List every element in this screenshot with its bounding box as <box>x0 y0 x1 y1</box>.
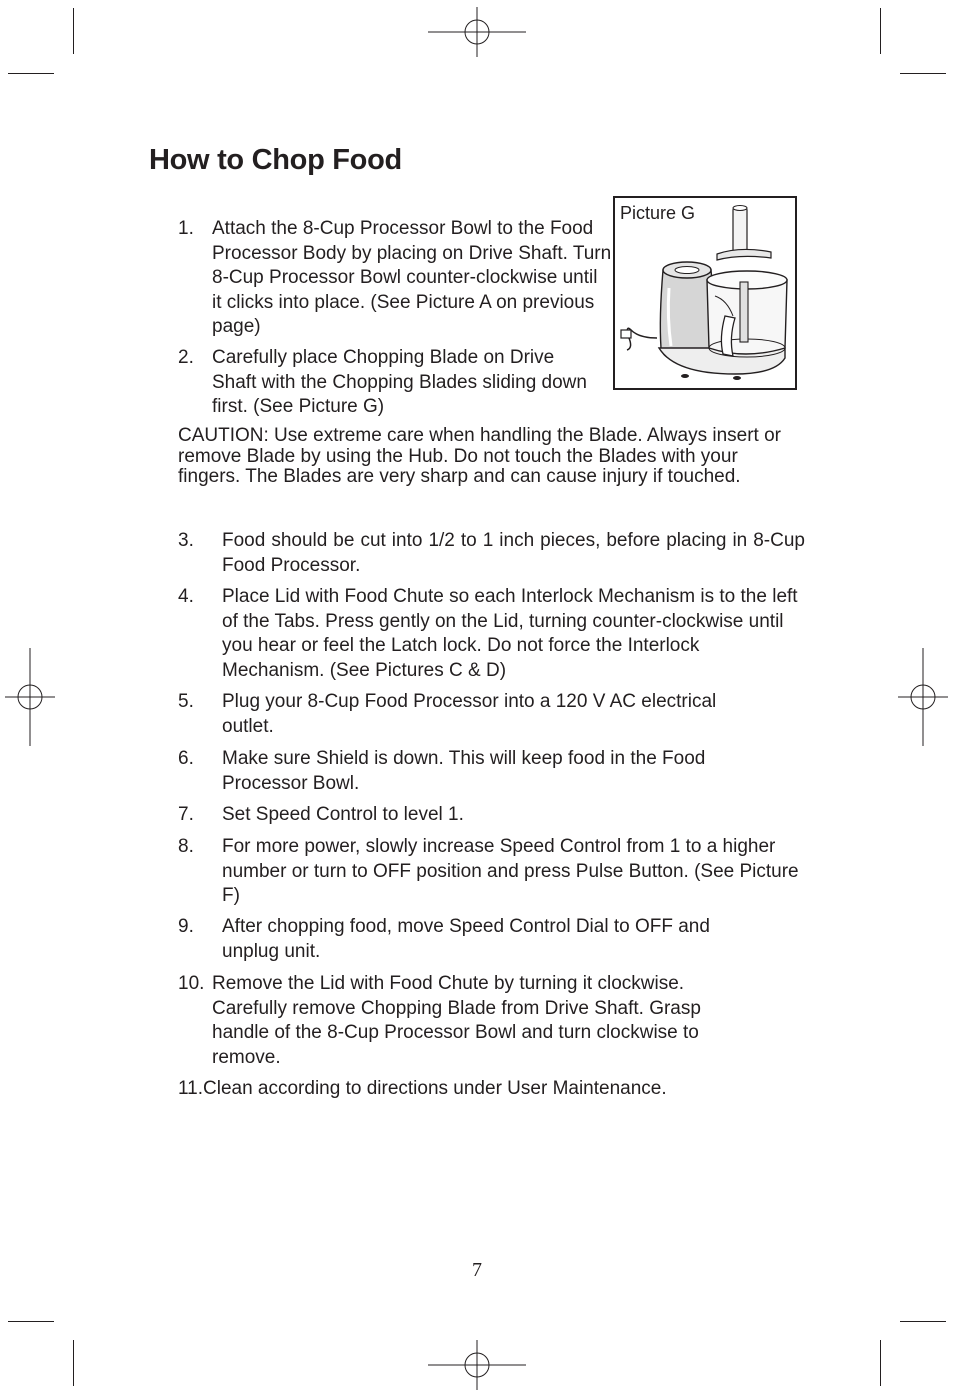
step-number: 11. <box>178 1078 204 1099</box>
crop-mark <box>8 73 54 74</box>
instruction-step <box>178 835 808 910</box>
step-text: Clean according to directions under User Maintenance. <box>203 1078 667 1099</box>
step-number: 1. <box>178 218 194 239</box>
page-title: How to Chop Food <box>149 144 402 176</box>
crop-mark <box>900 73 946 74</box>
instruction-step <box>178 585 808 685</box>
step-number: 8. <box>178 836 194 857</box>
instruction-step <box>178 690 808 740</box>
instruction-step <box>178 1077 808 1103</box>
instruction-step <box>178 803 808 829</box>
step-text: For more power, slowly increase Speed Control from 1 to a higher number or turn to OFF position and press Pulse Button. (See Picture F) <box>222 836 799 906</box>
step-number: 10. <box>178 973 205 994</box>
instruction-step <box>178 915 808 965</box>
instruction-step <box>178 346 608 420</box>
step-number: 9. <box>178 916 194 937</box>
step-number: 6. <box>178 748 194 769</box>
page-number: 7 <box>472 1259 482 1281</box>
step-text: Remove the Lid with Food Chute by turning it clockwise. Carefully remove Chopping Blade from Drive Shaft. Grasp handle of the 8-Cup Processor Bowl and turn clockwise to remove. <box>212 973 701 1068</box>
registration-mark-right <box>898 648 948 746</box>
step-text: Food should be cut into 1/2 to 1 inch pieces, before placing in 8-Cup Food Processor. <box>222 530 805 576</box>
crop-mark <box>8 1321 54 1322</box>
caution-note: CAUTION: Use extreme care when handling the Blade. Always insert or remove Blade by using the Hub. Do not touch the Blades with your fingers. The Blades are very sharp and can cause injury if touched. <box>178 425 781 487</box>
registration-mark-top <box>428 7 526 57</box>
step-number: 2. <box>178 347 194 368</box>
crop-mark <box>900 1321 946 1322</box>
step-text: Set Speed Control to level 1. <box>222 804 464 825</box>
registration-mark-left <box>5 648 55 746</box>
instruction-step <box>178 747 808 797</box>
figure-label: Picture G <box>620 203 696 223</box>
step-number: 4. <box>178 586 194 607</box>
step-text: Plug your 8-Cup Food Processor into a 120 V AC electrical outlet. <box>222 691 717 737</box>
food-processor-illustration <box>615 198 795 388</box>
step-number: 5. <box>178 691 194 712</box>
step-text: Place Lid with Food Chute so each Interlock Mechanism is to the left of the Tabs. Press gently on the Lid, turning counter-clockwise until you hear or feel the Latch lock. Do not force the Interlock Mechanism. (See Pictures C & D) <box>222 586 798 681</box>
step-number: 3. <box>178 530 194 551</box>
step-number: 7. <box>178 804 194 825</box>
step-text: Carefully place Chopping Blade on Drive Shaft with the Chopping Blades sliding down first. (See Picture G) <box>212 347 587 417</box>
step-text: Attach the 8-Cup Processor Bowl to the Food Processor Body by placing on Drive Shaft. Turn 8-Cup Processor Bowl counter-clockwise until it clicks into place. (See Picture A on previous page) <box>212 218 612 337</box>
step-text: After chopping food, move Speed Control Dial to OFF and unplug unit. <box>222 916 710 962</box>
figure-picture-g <box>613 196 797 390</box>
step-text: Make sure Shield is down. This will keep food in the Food Processor Bowl. <box>222 748 706 794</box>
crop-mark <box>73 1340 74 1386</box>
instruction-step <box>178 217 612 339</box>
registration-mark-bottom <box>428 1340 526 1390</box>
instruction-step <box>178 972 808 1072</box>
crop-mark <box>880 1340 881 1386</box>
crop-mark <box>73 8 74 54</box>
crop-mark <box>880 8 881 54</box>
instruction-step <box>178 529 808 579</box>
